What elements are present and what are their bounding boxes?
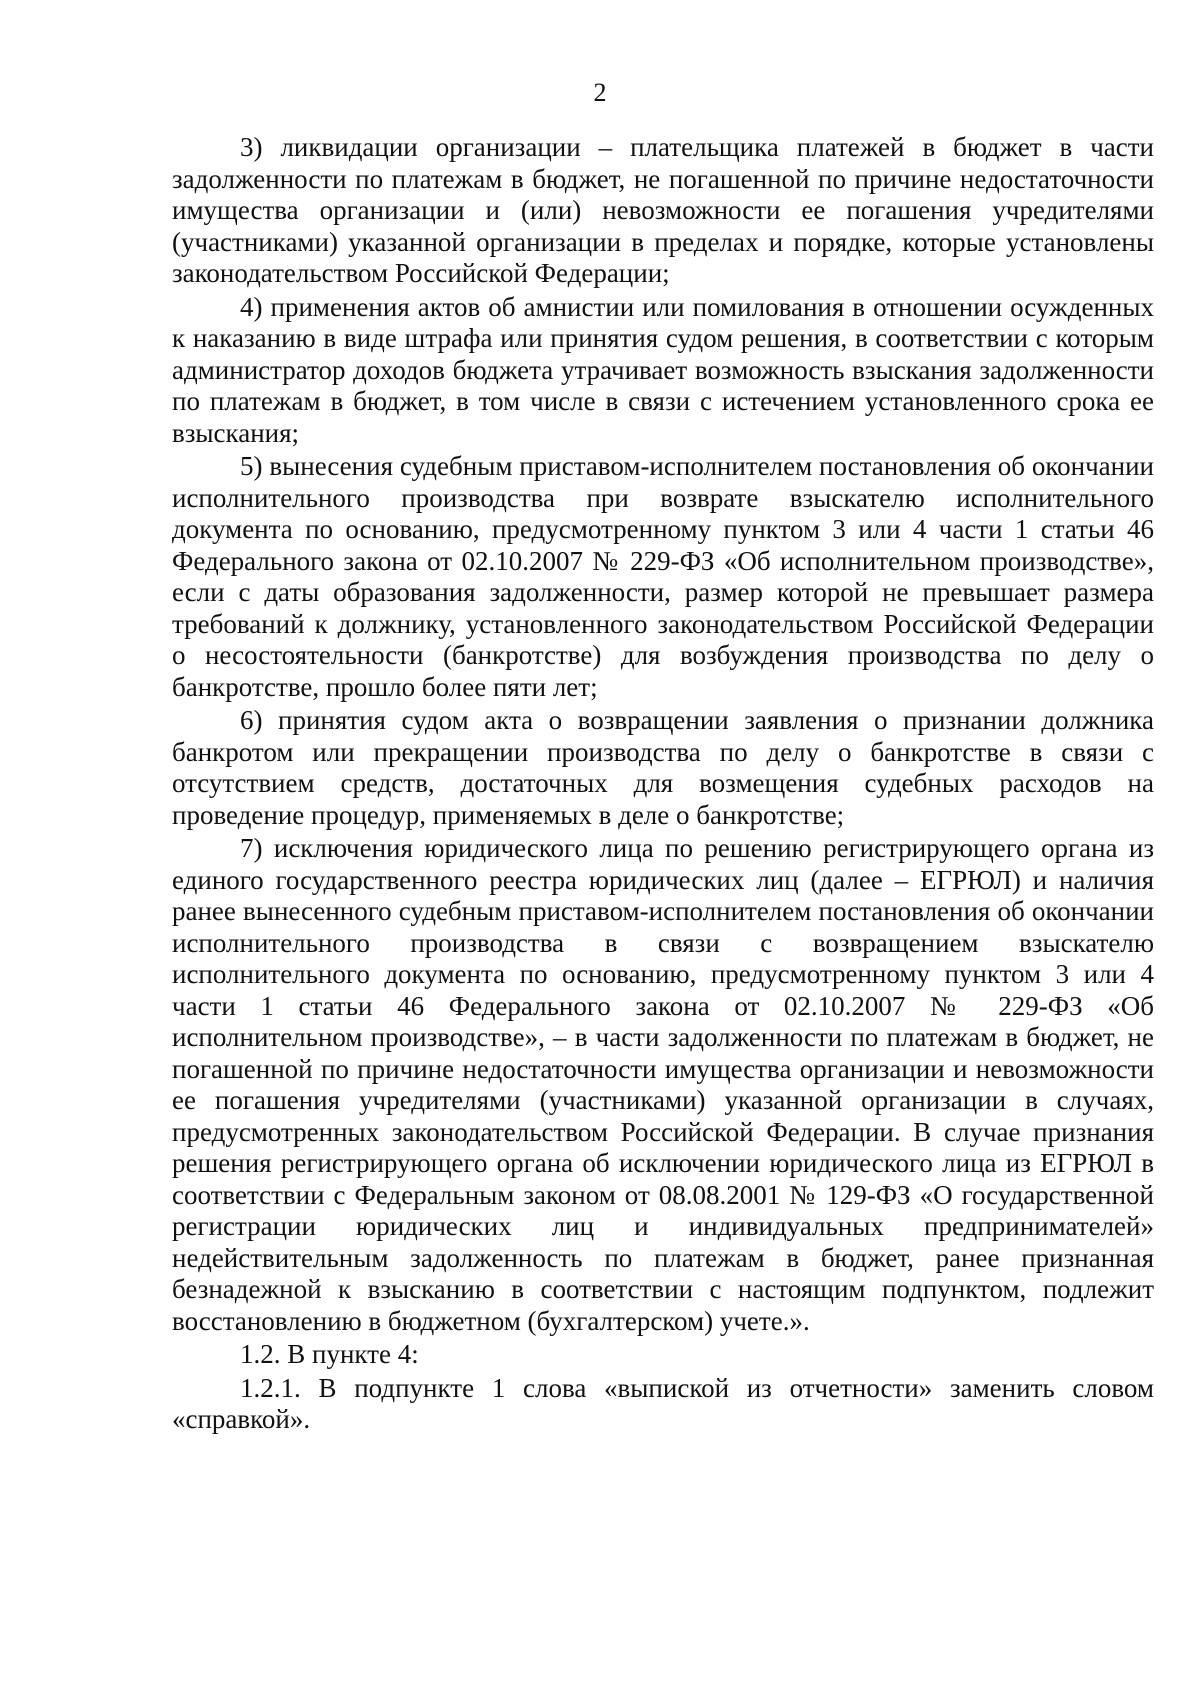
page-number: 2 <box>593 78 607 107</box>
paragraph-item-6: 6) принятия судом акта о возвращении заявления о признании должника банкротом или прекращении производства по делу о банкротстве в связи с отсутствием средств, достаточных для возмещения судебных расходов на проведение процедур, применяемых в деле о банкротстве; <box>172 705 1154 830</box>
paragraph-item-5: 5) вынесения судебным приставом-исполнителем постановления об окончании исполнительного производства при возврате взыскателю исполнительного документа по основанию, предусмотренному пунктом 3 или 4 части 1 статьи 46 Федерального закона от 02.10.2007 № 229-ФЗ «Об исполнительном производстве», если с даты образования задолженности, размер которой не превышает размера требований к должнику, установленного законодательством Российской Федерации о несостоятельности (банкротстве) для возбуждения производства по делу о банкротстве, прошло более пяти лет; <box>172 451 1154 702</box>
paragraph-item-3: 3) ликвидации организации – плательщика платежей в бюджет в части задолженности по платежам в бюджет, не погашенной по причине недостаточности имущества организации и (или) невозможности ее погашения учредителями (участниками) указанной организации в пределах и порядке, которые установлены законодательством Российской Федерации; <box>172 132 1154 288</box>
paragraph-item-7: 7) исключения юридического лица по решению регистрирующего органа из единого государственного реестра юридических лиц (далее – ЕГРЮЛ) и наличия ранее вынесенного судебным приставом-исполнителем постановления об окончании исполнительного производства в связи с возвращением взыскателю исполнительного документа по основанию, предусмотренному пунктом 3 или 4 части 1 статьи 46 Федерального закона от 02.10.2007 № 229-ФЗ «Об исполнительном производстве», – в части задолженности по платежам в бюджет, не погашенной по причине недостаточности имущества организации и невозможности ее погашения учредителями (участниками) указанной организации в случаях, предусмотренных законодательством Российской Федерации. В случае признания решения регистрирующего органа об исключении юридического лица из ЕГРЮЛ в соответствии с Федеральным законом от 08.08.2001 № 129-ФЗ «О государственной регистрации юридических лиц и индивидуальных предпринимателей» недействительным задолженность по платежам в бюджет, ранее признанная безнадежной к взысканию в соответствии с настоящим подпунктом, подлежит восстановлению в бюджетном (бухгалтерском) учете.». <box>172 833 1154 1336</box>
document-body <box>172 132 1154 1438</box>
paragraph-clause-1-2: 1.2. В пункте 4: <box>240 1339 419 1369</box>
paragraph-clause-1-2-1: 1.2.1. В подпункте 1 слова «выпиской из отчетности» заменить словом «справкой». <box>172 1372 1154 1434</box>
paragraph-item-4: 4) применения актов об амнистии или помилования в отношении осужденных к наказанию в виде штрафа или принятия судом решения, в соответствии с которым администратор доходов бюджета утрачивает возможность взыскания задолженности по платежам в бюджет, в том числе в связи с истечением установленного срока ее взыскания; <box>172 291 1154 448</box>
